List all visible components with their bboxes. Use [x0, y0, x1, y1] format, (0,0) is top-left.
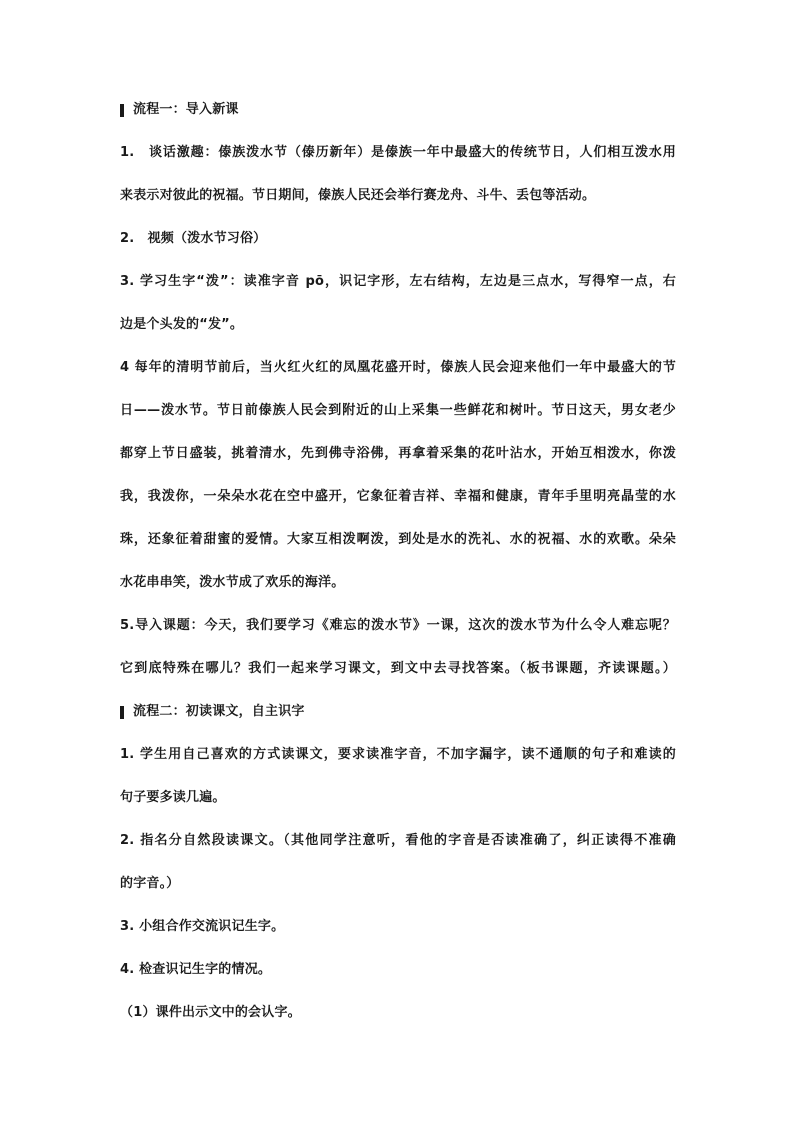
section-heading-text: 流程一：导入新课 — [133, 102, 239, 117]
paragraph-line: 的字音。） — [120, 876, 180, 891]
document-body — [120, 102, 676, 1021]
paragraph-line: 4 每年的清明节前后，当火红火红的凤凰花盛开时，傣族人民会迎来他们一年中最盛大的节 — [120, 360, 676, 375]
paragraph-line: （1）课件出示文中的会认字。 — [120, 1005, 301, 1020]
paragraph-line: 我，我泼你，一朵朵水花在空中盛开，它象征着吉祥、幸福和健康，青年手里明亮晶莹的水 — [120, 489, 676, 504]
paragraph-line: 来表示对彼此的祝福。节日期间，傣族人民还会举行赛龙舟、斗牛、丢包等活动。 — [120, 188, 596, 203]
paragraph-line: 2. 视频（泼水节习俗） — [120, 231, 267, 246]
section-heading-text: 流程二：初读课文，自主识字 — [133, 704, 305, 719]
paragraph-line: 水花串串笑，泼水节成了欢乐的海洋。 — [120, 575, 345, 590]
paragraph-line: 5.导入课题：今天，我们要学习《难忘的泼水节》一课，这次的泼水节为什么令人难忘呢？ — [120, 618, 676, 633]
section-heading — [120, 102, 676, 118]
section-heading — [120, 704, 676, 720]
paragraph-line: 3. 小组合作交流识记生字。 — [120, 919, 285, 934]
paragraph-line: 1. 谈话激趣：傣族泼水节（傣历新年）是傣族一年中最盛大的传统节日，人们相互泼水用 — [120, 145, 676, 160]
paragraph-line: 1. 学生用自己喜欢的方式读课文，要求读准字音，不加字漏字，读不通顺的句子和难读的 — [120, 747, 676, 762]
paragraph-line: 珠，还象征着甜蜜的爱情。大家互相泼啊泼，到处是水的洗礼、水的祝福、水的欢歌。朵朵 — [120, 532, 676, 547]
paragraph-line: 2. 指名分自然段读课文。（其他同学注意听，看他的字音是否读准确了，纠正读得不准确 — [120, 833, 676, 848]
paragraph-line: 它到底特殊在哪儿？我们一起来学习课文，到文中去寻找答案。（板书课题，齐读课题。） — [120, 661, 676, 676]
paragraph-line: 3. 学习生字“泼”：读准字音 pō，识记字形，左右结构，左边是三点水，写得窄一点，右 — [120, 274, 676, 289]
paragraph-line: 4. 检查识记生字的情况。 — [120, 962, 272, 977]
paragraph-line: 句子要多读几遍。 — [120, 790, 226, 805]
heading-marker-icon — [120, 706, 124, 719]
paragraph-line: 都穿上节日盛装，挑着清水，先到佛寺浴佛，再拿着采集的花叶沾水，开始互相泼水，你泼 — [120, 446, 676, 461]
paragraph-line: 日——泼水节。节日前傣族人民会到附近的山上采集一些鲜花和树叶。节日这天，男女老少 — [120, 403, 676, 418]
heading-marker-icon — [120, 104, 124, 117]
paragraph-line: 边是个头发的“发”。 — [120, 317, 244, 332]
